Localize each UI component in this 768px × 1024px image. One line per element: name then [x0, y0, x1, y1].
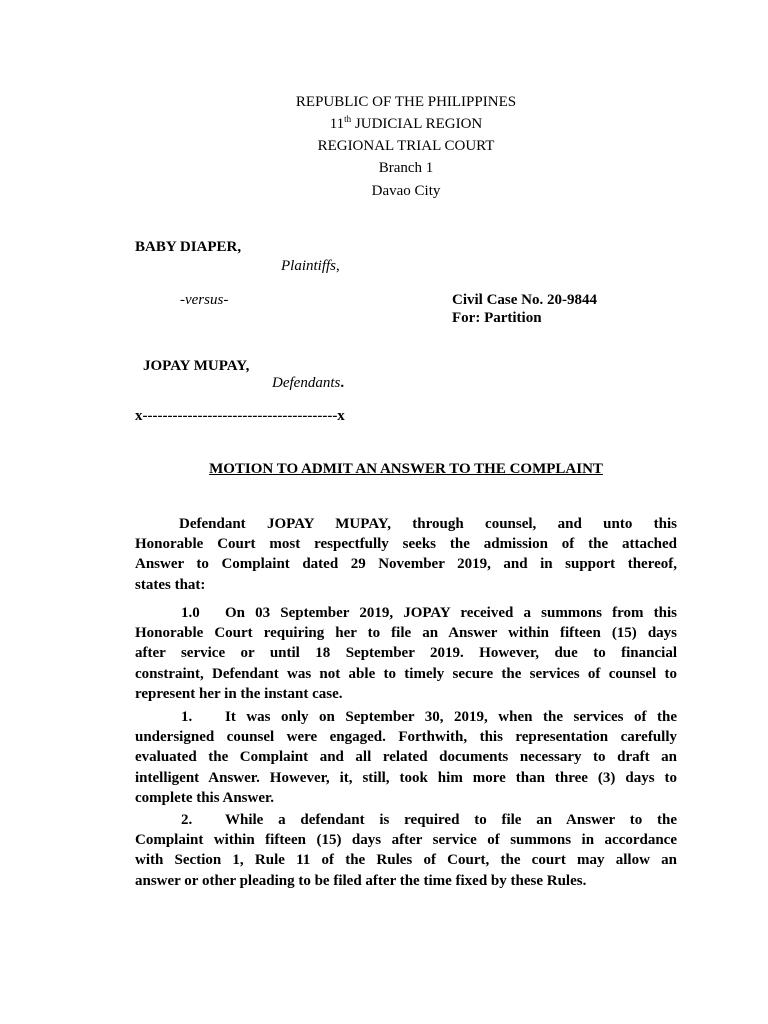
defendant-role: [272, 375, 344, 392]
header-branch: Branch 1: [378, 160, 434, 176]
paragraph-2: [135, 810, 677, 891]
p1-line-3: after service or until 18 September 2019. However, due to financial: [135, 645, 677, 662]
defendant-name: JOPAY MUPAY,: [143, 358, 250, 374]
intro-line-2: Honorable Court most respectfully seeks the admission of the attached: [135, 536, 677, 553]
versus-label: -versus-: [180, 292, 229, 308]
p2-line-1: [135, 707, 677, 727]
caption-separator: x---------------------------------------x: [135, 408, 345, 424]
plaintiff-name: BABY DIAPER,: [135, 239, 242, 255]
document-title: MOTION TO ADMIT AN ANSWER TO THE COMPLAINT: [209, 461, 603, 477]
p3-line-1-text: While a defendant is required to file an Answer to the: [225, 812, 677, 828]
plaintiff-role-suffix: ,: [336, 258, 340, 274]
p1-line-5: represent her in the instant case.: [135, 685, 343, 702]
p1-line-1-text: On 03 September 2019, JOPAY received a summons from this: [225, 605, 677, 621]
p1-line-4: constraint, Defendant was not able to timely secure the services of counsel to: [135, 665, 677, 682]
region-ordinal: th: [344, 114, 352, 124]
p2-number: 1.: [181, 709, 193, 725]
case-number: Civil Case No. 20-9844: [452, 292, 597, 308]
defendant-role-suffix: .: [340, 375, 345, 391]
p3-number: 2.: [181, 812, 193, 828]
region-number: 11: [329, 116, 345, 132]
p2-line-1-text: It was only on September 30, 2019, when the services of the: [225, 709, 677, 725]
p3-line-2: Complaint within fifteen (15) days after service of summons in accordance: [135, 832, 677, 849]
p1-line-2: Honorable Court requiring her to file an Answer within fifteen (15) days: [135, 625, 677, 642]
p2-line-2: undersigned counsel were engaged. Forthwith, this representation carefully: [135, 729, 677, 746]
plaintiff-role-label: Plaintiffs: [281, 258, 337, 274]
p3-line-3: with Section 1, Rule 11 of the Rules of Court, the court may allow an: [135, 852, 677, 869]
intro-line-1: Defendant JOPAY MUPAY, through counsel, and unto this: [179, 516, 677, 532]
paragraph-1-0: [135, 603, 677, 704]
header-region: [0, 116, 768, 133]
plaintiff-role: [281, 258, 340, 275]
p2-line-5: complete this Answer.: [135, 789, 275, 806]
intro-line-4: states that:: [135, 576, 206, 593]
defendant-role-label: Defendants: [272, 375, 341, 391]
case-nature: For: Partition: [452, 310, 542, 326]
p3-line-1: [135, 810, 677, 830]
p1-number: 1.0: [181, 605, 200, 621]
header-republic: REPUBLIC OF THE PHILIPPINES: [295, 94, 517, 110]
p2-line-4: intelligent Answer. However, it, still, took him more than three (3) days to: [135, 769, 677, 786]
intro-paragraph: [135, 514, 677, 595]
header-court: REGIONAL TRIAL COURT: [317, 138, 495, 154]
p1-line-1: [135, 603, 677, 623]
p2-line-3: evaluated the Complaint and all related documents necessary to draft an: [135, 749, 677, 766]
region-rest: JUDICIAL REGION: [351, 116, 483, 132]
header-city: Davao City: [371, 183, 441, 199]
p3-line-4: answer or other pleading to be filed after the time fixed by these Rules.: [135, 872, 587, 889]
intro-line-3: Answer to Complaint dated 29 November 2019, and in support thereof,: [135, 556, 677, 573]
paragraph-1: [135, 707, 677, 808]
